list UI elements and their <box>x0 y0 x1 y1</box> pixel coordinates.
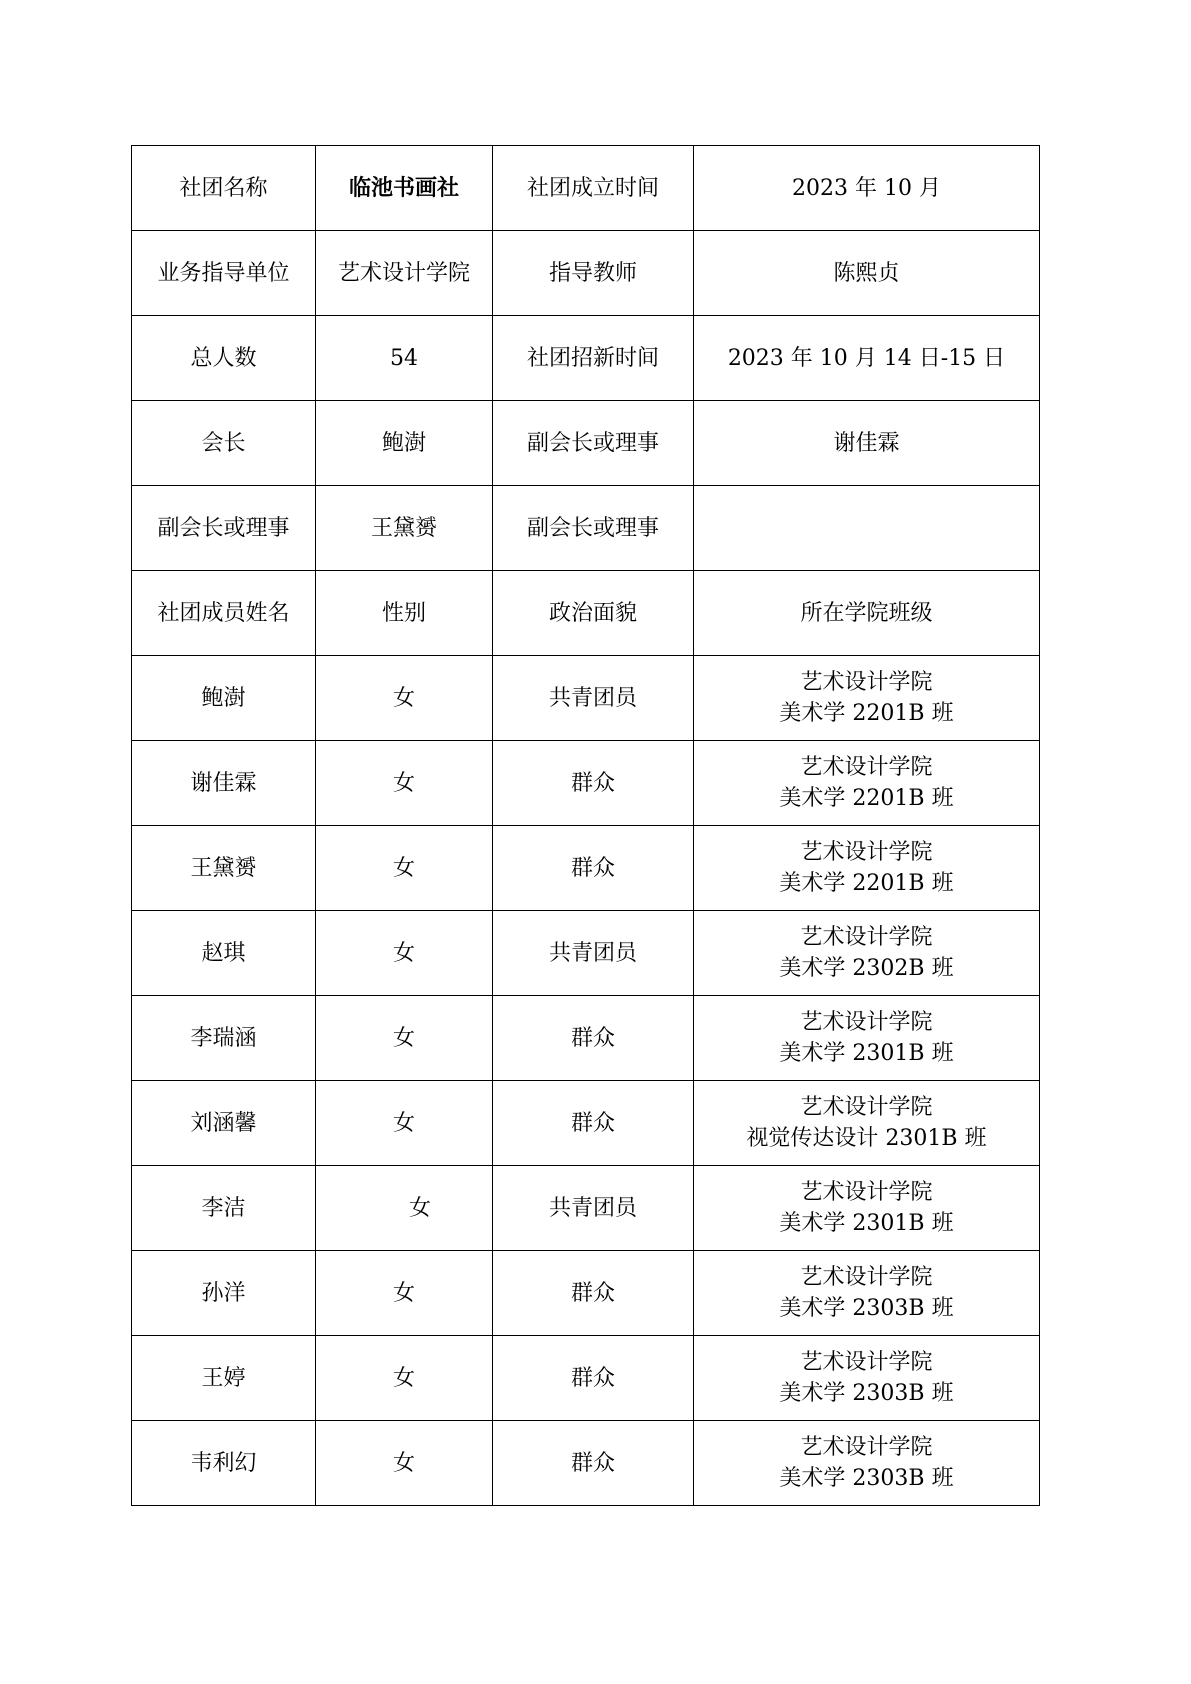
label-cell: 业务指导单位 <box>132 231 316 316</box>
member-name: 刘涵馨 <box>132 1081 316 1166</box>
member-name: 鲍澍 <box>132 656 316 741</box>
label-cell: 副会长或理事 <box>493 486 694 571</box>
label-cell: 副会长或理事 <box>132 486 316 571</box>
info-row-vice <box>132 486 1040 571</box>
info-row-count <box>132 316 1040 401</box>
club-name-value: 临池书画社 <box>316 146 493 231</box>
member-college: 艺术设计学院 <box>800 670 933 695</box>
member-name: 孙洋 <box>132 1251 316 1336</box>
member-class <box>694 656 1040 741</box>
member-college: 艺术设计学院 <box>800 925 933 950</box>
member-class-name: 美术学 2301B 班 <box>779 1041 954 1066</box>
member-row <box>132 1166 1040 1251</box>
member-college: 艺术设计学院 <box>800 1350 933 1375</box>
member-name: 王黛赟 <box>132 826 316 911</box>
member-row <box>132 741 1040 826</box>
member-row <box>132 826 1040 911</box>
member-gender: 女 <box>316 741 493 826</box>
member-class-name: 美术学 2303B 班 <box>779 1381 954 1406</box>
member-political: 群众 <box>493 1336 694 1421</box>
member-class <box>694 1336 1040 1421</box>
member-class-name: 美术学 2303B 班 <box>779 1466 954 1491</box>
label-cell: 指导教师 <box>493 231 694 316</box>
member-college: 艺术设计学院 <box>800 1180 933 1205</box>
advisor-value: 陈熙贞 <box>694 231 1040 316</box>
member-college: 艺术设计学院 <box>800 840 933 865</box>
member-college: 艺术设计学院 <box>800 1435 933 1460</box>
member-class <box>694 1421 1040 1506</box>
member-name: 李瑞涵 <box>132 996 316 1081</box>
info-row-club-name <box>132 146 1040 231</box>
member-gender: 女 <box>316 1336 493 1421</box>
vice-president-value: 王黛赟 <box>316 486 493 571</box>
member-name: 赵琪 <box>132 911 316 996</box>
label-cell: 社团招新时间 <box>493 316 694 401</box>
member-gender-text: 女 <box>408 1195 431 1221</box>
recruit-date-value: 2023 年 10 月 14 日-15 日 <box>694 316 1040 401</box>
member-class <box>694 1081 1040 1166</box>
member-row <box>132 656 1040 741</box>
president-value: 鲍澍 <box>316 401 493 486</box>
info-row-president <box>132 401 1040 486</box>
header-name: 社团成员姓名 <box>132 571 316 656</box>
vice-president-value-empty <box>694 486 1040 571</box>
member-name: 王婷 <box>132 1336 316 1421</box>
member-gender: 女 <box>316 1081 493 1166</box>
member-class <box>694 996 1040 1081</box>
member-political: 群众 <box>493 826 694 911</box>
member-gender: 女 <box>316 1421 493 1506</box>
member-class <box>694 911 1040 996</box>
member-political: 群众 <box>493 1081 694 1166</box>
member-gender <box>316 1166 493 1251</box>
member-college: 艺术设计学院 <box>800 1010 933 1035</box>
member-college: 艺术设计学院 <box>800 1095 933 1120</box>
member-row <box>132 1251 1040 1336</box>
founded-date-value: 2023 年 10 月 <box>694 146 1040 231</box>
member-row <box>132 1336 1040 1421</box>
member-class <box>694 1251 1040 1336</box>
member-class <box>694 1166 1040 1251</box>
member-class-name: 美术学 2201B 班 <box>779 871 954 896</box>
vice-president-value: 谢佳霖 <box>694 401 1040 486</box>
member-college: 艺术设计学院 <box>800 1265 933 1290</box>
member-gender: 女 <box>316 826 493 911</box>
member-class-name: 美术学 2302B 班 <box>779 956 954 981</box>
member-class <box>694 826 1040 911</box>
member-political: 群众 <box>493 1251 694 1336</box>
member-political: 群众 <box>493 996 694 1081</box>
header-political: 政治面貌 <box>493 571 694 656</box>
header-class: 所在学院班级 <box>694 571 1040 656</box>
member-political: 共青团员 <box>493 656 694 741</box>
member-class-name: 美术学 2301B 班 <box>779 1211 954 1236</box>
member-row <box>132 1081 1040 1166</box>
member-row <box>132 911 1040 996</box>
member-political: 群众 <box>493 741 694 826</box>
member-row <box>132 996 1040 1081</box>
member-college: 艺术设计学院 <box>800 755 933 780</box>
guidance-unit-value: 艺术设计学院 <box>316 231 493 316</box>
member-row <box>132 1421 1040 1506</box>
member-name: 李洁 <box>132 1166 316 1251</box>
member-political: 共青团员 <box>493 1166 694 1251</box>
label-cell: 副会长或理事 <box>493 401 694 486</box>
member-gender: 女 <box>316 656 493 741</box>
member-header-row <box>132 571 1040 656</box>
label-cell: 社团名称 <box>132 146 316 231</box>
label-cell: 社团成立时间 <box>493 146 694 231</box>
club-info-table <box>131 145 1040 1506</box>
member-gender: 女 <box>316 911 493 996</box>
member-name: 韦利幻 <box>132 1421 316 1506</box>
member-class-name: 美术学 2201B 班 <box>779 786 954 811</box>
member-gender: 女 <box>316 996 493 1081</box>
member-class-name: 美术学 2303B 班 <box>779 1296 954 1321</box>
member-count-value: 54 <box>316 316 493 401</box>
member-political: 共青团员 <box>493 911 694 996</box>
member-class-name: 美术学 2201B 班 <box>779 701 954 726</box>
info-row-guidance <box>132 231 1040 316</box>
member-class-name: 视觉传达设计 2301B 班 <box>746 1126 987 1151</box>
label-cell: 会长 <box>132 401 316 486</box>
member-name: 谢佳霖 <box>132 741 316 826</box>
header-gender: 性别 <box>316 571 493 656</box>
member-political: 群众 <box>493 1421 694 1506</box>
member-class <box>694 741 1040 826</box>
member-gender: 女 <box>316 1251 493 1336</box>
label-cell: 总人数 <box>132 316 316 401</box>
